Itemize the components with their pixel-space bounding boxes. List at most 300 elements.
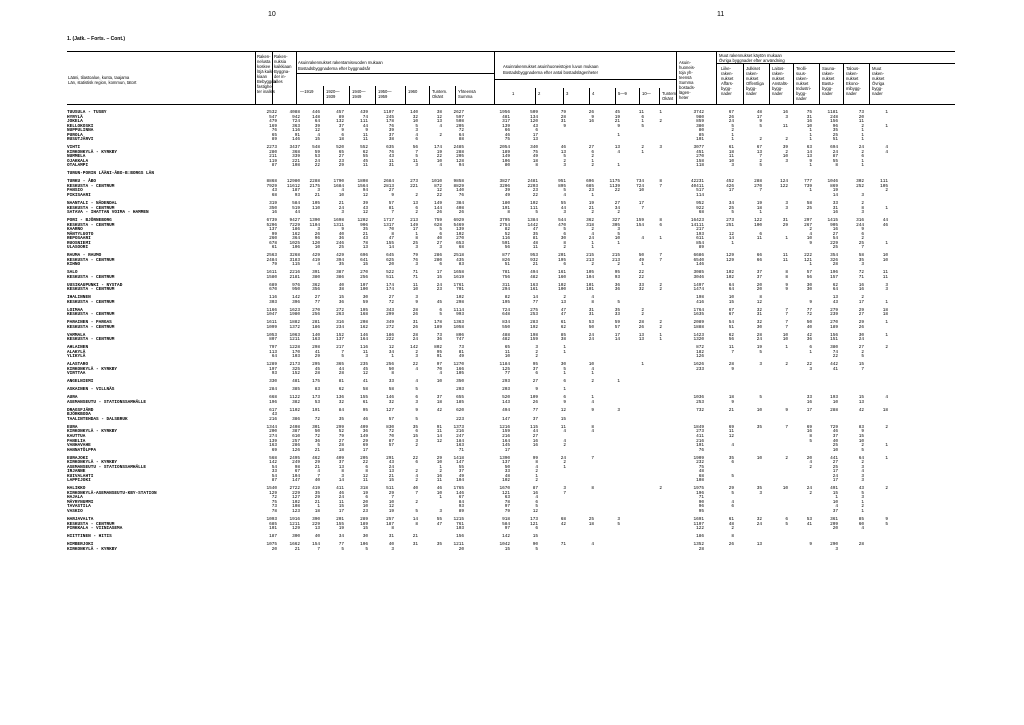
cell-value: 7: [861, 366, 864, 372]
cell-value: 2722: [289, 486, 300, 492]
cell-value: 149: [360, 433, 368, 439]
cell-value: 51: [504, 262, 510, 268]
cell-value: 1: [591, 395, 594, 401]
row-label: PORI - BJÖRNEBORG: [67, 218, 112, 223]
cell-value: 46: [362, 416, 368, 422]
cell-value: 27: [832, 460, 838, 466]
cell-value: 119: [269, 158, 277, 164]
cell-value: 84: [458, 499, 464, 505]
cell-value: 4: [835, 504, 838, 510]
cell-value: 362: [312, 282, 320, 288]
cell-value: 77: [504, 371, 510, 377]
cell-value: 64: [832, 287, 838, 293]
cell-value: 3: [415, 245, 418, 251]
cell-value: 1215: [453, 516, 464, 522]
cell-value: 1611: [266, 320, 277, 326]
cell-value: 53: [314, 399, 320, 405]
cell-value: 6: [591, 149, 594, 155]
cell-value: 98: [294, 464, 300, 470]
cell-value: 1166: [266, 307, 277, 313]
cell-value: 1352: [693, 541, 704, 547]
cell-value: 10: [832, 447, 838, 453]
cell-value: 5: [563, 366, 566, 372]
cell-value: 895: [558, 183, 566, 189]
cell-value: 91: [436, 424, 442, 430]
col-divider: [323, 86, 324, 104]
cell-value: 19: [588, 200, 594, 206]
cell-value: 85: [858, 516, 864, 522]
cell-value: 142: [410, 345, 418, 351]
flats-header-2: 2: [538, 91, 541, 96]
cell-value: 488: [502, 332, 510, 338]
cell-value: 244: [856, 222, 864, 228]
cell-value: 48: [532, 240, 538, 246]
cell-value: 380: [830, 345, 838, 351]
row-label: KESKUSTA - CENTRUM: [67, 222, 115, 228]
table-row: [67, 138, 955, 143]
cell-value: 4: [563, 429, 566, 435]
cell-value: 76: [388, 123, 394, 129]
cell-value: 3: [759, 362, 762, 368]
cell-value: 169: [269, 123, 277, 129]
col-divider: [375, 86, 376, 104]
cell-value: 29: [728, 486, 734, 492]
cell-value: 508: [456, 119, 464, 125]
cell-value: 3: [617, 516, 620, 522]
cell-value: 201: [558, 253, 566, 259]
cell-value: 28: [338, 443, 344, 449]
col-dwelling-total: Asuin- huoneis- toja yh- teensä Summa bostads- lägen- heter: [679, 60, 696, 100]
cell-value: 3: [439, 245, 442, 251]
cell-value: 21: [362, 231, 368, 237]
cell-value: 49: [458, 354, 464, 360]
cell-value: 91: [436, 354, 442, 360]
cell-value: 1107: [693, 521, 704, 527]
cell-value: 198: [530, 332, 538, 338]
cell-value: 4088: [289, 110, 300, 115]
col-divider: [563, 88, 564, 104]
cell-value: 5: [535, 504, 538, 510]
cell-value: 3437: [289, 145, 300, 151]
cell-value: 318: [360, 486, 368, 492]
cell-value: 104: [292, 473, 300, 479]
cell-value: 2684: [383, 179, 394, 185]
cell-value: 1: [591, 245, 594, 251]
cell-value: 27: [436, 240, 442, 246]
cell-value: 197: [269, 366, 277, 372]
cell-value: 387: [292, 429, 300, 435]
cell-value: 5: [317, 443, 320, 449]
cell-value: 354: [830, 253, 838, 259]
cell-value: 6: [659, 222, 662, 228]
cell-value: 78: [504, 499, 510, 505]
cell-value: 104: [456, 478, 464, 484]
cell-value: 229: [830, 240, 838, 246]
cell-value: 3: [341, 473, 344, 479]
cell-value: 1211: [289, 521, 300, 527]
cell-value: 6: [785, 516, 788, 522]
cell-value: 5: [731, 123, 734, 129]
cell-value: 51: [832, 137, 838, 143]
cell-value: 97: [436, 362, 442, 368]
cell-value: 168: [360, 312, 368, 318]
cell-value: 5: [731, 473, 734, 479]
cell-value: 270: [360, 270, 368, 276]
cell-value: 16: [806, 119, 812, 125]
cell-value: 905: [830, 222, 838, 228]
cell-value: 5: [439, 227, 442, 233]
cell-value: 3: [415, 354, 418, 360]
cell-value: 75: [806, 110, 812, 115]
cell-value: 442: [830, 362, 838, 368]
cell-value: 7: [731, 349, 734, 355]
cell-value: 1211: [289, 337, 300, 343]
cell-value: 1: [785, 345, 788, 351]
cell-value: 6: [415, 137, 418, 143]
cell-value: 29: [362, 438, 368, 444]
cell-value: 9: [861, 227, 864, 233]
cell-value: 151: [830, 337, 838, 343]
cell-value: 15: [436, 274, 442, 280]
cell-value: 19: [338, 526, 344, 532]
cell-value: 13: [832, 295, 838, 301]
cell-value: 149: [434, 200, 442, 206]
cell-value: 62: [338, 387, 344, 393]
cell-value: 25: [832, 245, 838, 251]
cell-value: 38: [436, 110, 442, 115]
cell-value: 31: [756, 312, 762, 318]
cell-value: 10: [388, 499, 394, 505]
cell-value: 1390: [499, 455, 510, 461]
cell-value: 16: [858, 282, 864, 288]
cell-value: 1311: [333, 222, 344, 228]
row-label: KIRKONKYLÄ - KYRKBY: [67, 546, 118, 552]
cell-value: 30: [806, 287, 812, 293]
cell-value: 20: [806, 455, 812, 461]
cell-value: 12: [728, 231, 734, 237]
group-flats-fi: Asuinrakennukset asuinhuoneistojen luvun mukaan: [503, 64, 599, 69]
cell-value: 734: [636, 179, 644, 185]
cell-value: 2: [535, 354, 538, 360]
cell-value: 256: [386, 362, 394, 368]
cell-value: 17: [638, 200, 644, 206]
cell-value: 6: [415, 395, 418, 401]
row-label: PANELIA: [67, 438, 86, 444]
row-label: VASKIO: [67, 509, 83, 514]
data-table: [67, 111, 955, 721]
row-label: NUPPULINNA: [67, 128, 94, 134]
cell-value: 27: [388, 188, 394, 194]
cell-value: 7: [861, 245, 864, 251]
cell-value: 6: [439, 231, 442, 237]
cell-value: 24: [728, 119, 734, 125]
cell-value: 12: [362, 371, 368, 377]
cell-value: 148: [312, 114, 320, 120]
row-label: HAJALA: [67, 495, 83, 501]
cell-value: 339: [292, 154, 300, 160]
cell-value: 192: [530, 324, 538, 330]
cell-value: 1216: [499, 424, 510, 430]
cell-value: 279: [830, 307, 838, 313]
col-divider: [349, 86, 350, 104]
cell-value: 40: [388, 541, 394, 547]
cell-value: 87: [388, 438, 394, 444]
cell-value: 76: [412, 257, 418, 263]
cell-value: 26: [728, 541, 734, 547]
cell-value: 23: [532, 188, 538, 194]
year-header-7: Yhteensä Summa: [458, 89, 476, 99]
cell-value: 87: [271, 163, 277, 169]
cell-value: 275: [530, 307, 538, 313]
cell-value: 25: [412, 240, 418, 246]
cell-value: 4: [415, 473, 418, 479]
cell-value: 5: [341, 354, 344, 360]
cell-value: 283: [530, 320, 538, 326]
cell-value: 94: [458, 163, 464, 169]
cell-value: 1: [885, 240, 888, 246]
cell-value: 270: [754, 183, 762, 189]
cell-value: 481: [292, 379, 300, 385]
cell-value: 109: [530, 395, 538, 401]
cell-value: 55: [436, 516, 442, 522]
col-divider: [793, 63, 794, 104]
cell-value: 140: [312, 332, 320, 338]
cell-value: 293: [502, 379, 510, 385]
cell-value: 41: [362, 379, 368, 385]
cell-value: 5: [535, 210, 538, 216]
cell-value: 316: [336, 320, 344, 326]
cell-value: 3: [785, 200, 788, 206]
cell-value: 196: [696, 490, 704, 496]
cell-value: 17: [436, 270, 442, 276]
cell-value: 97: [504, 504, 510, 510]
cell-value: 43: [388, 154, 394, 160]
cell-value: 12: [560, 407, 566, 413]
row-label: KESKUSTA - CENTRUM: [67, 521, 115, 527]
cell-value: 1916: [289, 516, 300, 522]
cell-value: 1: [617, 132, 620, 138]
cell-value: 2: [861, 504, 864, 510]
cell-value: 36: [806, 337, 812, 343]
cell-value: 24: [832, 149, 838, 155]
cell-value: 2: [591, 210, 594, 216]
cell-value: 110: [312, 205, 320, 211]
cell-value: 48: [728, 521, 734, 527]
cell-value: 72: [388, 299, 394, 305]
cell-value: 2: [759, 137, 762, 143]
cell-value: 4: [535, 464, 538, 470]
row-label: VIRTTAA: [67, 371, 86, 377]
cell-value: 32: [756, 516, 762, 522]
cell-value: 88: [458, 137, 464, 143]
cell-value: 19: [362, 490, 368, 496]
cell-value: 16: [782, 110, 788, 115]
cell-value: 1698: [333, 218, 344, 223]
cell-value: 10: [858, 438, 864, 444]
cell-value: 364: [292, 236, 300, 242]
cell-value: 9: [563, 123, 566, 129]
cell-value: 11: [882, 270, 888, 276]
cell-value: 11: [362, 137, 368, 143]
col-divider: [296, 52, 297, 105]
cell-value: 58: [388, 387, 394, 393]
cell-value: 83: [858, 424, 864, 430]
cell-value: 87: [832, 154, 838, 160]
cell-value: 20: [458, 546, 464, 552]
cell-value: 61: [362, 399, 368, 405]
cell-value: 142: [502, 534, 510, 539]
cell-value: 1888: [693, 324, 704, 330]
cell-value: 27: [832, 231, 838, 237]
cell-value: 56: [504, 245, 510, 251]
cell-value: 127: [292, 495, 300, 501]
cell-value: 23: [362, 509, 368, 514]
cell-value: 14: [388, 245, 394, 251]
cell-value: 173: [530, 516, 538, 522]
cell-value: 75: [504, 137, 510, 143]
cell-value: 1344: [266, 424, 277, 430]
cell-value: 298: [312, 345, 320, 351]
cell-value: 16: [858, 287, 864, 293]
cell-value: 9: [341, 227, 344, 233]
cell-value: 71: [412, 270, 418, 276]
cell-value: 106: [360, 541, 368, 547]
cell-value: 10: [638, 188, 644, 194]
cell-value: 3: [563, 486, 566, 492]
cell-value: 1: [885, 332, 888, 338]
cell-value: 100: [360, 287, 368, 293]
cell-value: 2518: [453, 253, 464, 259]
cell-value: 257: [386, 516, 394, 522]
cell-value: 146: [360, 332, 368, 338]
cell-value: 155: [336, 521, 344, 527]
cell-value: 3268: [289, 253, 300, 259]
cell-value: 1289: [266, 362, 277, 368]
cell-value: 40: [436, 236, 442, 242]
cell-value: 108: [696, 478, 704, 484]
cell-value: 26: [532, 399, 538, 405]
cell-value: 1: [617, 163, 620, 169]
cell-value: 96: [698, 504, 704, 510]
cell-value: 63: [806, 145, 812, 151]
cell-value: 429: [336, 253, 344, 259]
cell-value: 229: [312, 521, 320, 527]
cell-value: 35: [532, 231, 538, 237]
cell-value: 1390: [309, 218, 320, 223]
cell-value: 73: [436, 332, 442, 338]
cell-value: 6: [341, 132, 344, 138]
table-row: [67, 194, 955, 199]
cell-value: 1849: [693, 424, 704, 430]
region-label: Lääni, tilastoalue, kunta, taajama Län, statistisk region, kommun, tätort: [68, 75, 137, 85]
cell-value: 1063: [289, 332, 300, 338]
cell-value: 33: [504, 469, 510, 475]
cell-value: 2: [861, 295, 864, 301]
cell-value: 274: [269, 433, 277, 439]
cell-value: 45: [614, 110, 620, 115]
cell-value: 3: [861, 193, 864, 198]
cell-value: 35: [756, 486, 762, 492]
row-label: HIITTINEN - HITIS: [67, 534, 112, 539]
row-label: MÄYRYNUMMI: [67, 499, 94, 505]
cell-value: 37: [532, 416, 538, 422]
cell-value: 44: [532, 429, 538, 435]
cell-value: 10: [436, 158, 442, 164]
cell-value: 362: [586, 218, 594, 223]
cell-value: 1: [809, 262, 812, 268]
cell-value: 11: [858, 119, 864, 125]
cell-value: 6686: [693, 253, 704, 259]
cell-value: 129: [292, 526, 300, 532]
table-row: [67, 246, 955, 251]
cell-value: 12: [362, 210, 368, 216]
cell-value: 3: [439, 509, 442, 514]
cell-value: 44: [294, 210, 300, 216]
cell-value: 2: [563, 158, 566, 164]
year-header-1: —1919: [300, 89, 314, 94]
cell-value: 99: [532, 455, 538, 461]
row-label: KESKUSTA - CENTRUM: [67, 257, 115, 263]
cell-value: 93: [294, 193, 300, 198]
cell-value: 1: [641, 362, 644, 368]
cell-value: 118: [696, 163, 704, 169]
cell-value: 1139: [609, 183, 620, 189]
cell-value: 43: [362, 236, 368, 242]
cell-value: 50: [504, 464, 510, 470]
cell-value: 170: [292, 349, 300, 355]
cell-value: 140: [456, 188, 464, 194]
group-use-fi: Muut rakennukset käytön mukaan: [719, 53, 782, 58]
cell-value: 325: [292, 366, 300, 372]
cell-value: 13: [756, 541, 762, 547]
cell-value: 50: [314, 429, 320, 435]
cell-value: 102: [292, 499, 300, 505]
cell-value: 267: [804, 222, 812, 228]
cell-value: 14111: [690, 222, 704, 228]
cell-value: 386: [336, 274, 344, 280]
cell-value: 95: [436, 349, 442, 355]
cell-value: 1: [731, 132, 734, 138]
cell-value: 164: [360, 337, 368, 343]
cell-value: 143: [502, 399, 510, 405]
cell-value: 103: [292, 354, 300, 360]
cell-value: 54: [728, 320, 734, 326]
cell-value: 12: [388, 504, 394, 510]
cell-value: 102: [726, 274, 734, 280]
cell-value: 34: [338, 534, 344, 539]
cell-value: 6: [365, 464, 368, 470]
cell-value: 208: [360, 320, 368, 326]
row-label: EURAJOKI: [67, 455, 89, 461]
cell-value: 361: [830, 516, 838, 522]
cell-value: 189: [360, 521, 368, 527]
cell-value: 16: [532, 490, 538, 496]
cell-value: 257: [292, 438, 300, 444]
cell-value: 10: [436, 379, 442, 385]
cell-value: 24: [314, 158, 320, 164]
cell-value: 162: [292, 231, 300, 237]
cell-value: 15: [338, 504, 344, 510]
row-label: KESKUSTA - CENTRUM: [67, 299, 115, 305]
cell-value: 196: [269, 399, 277, 405]
cell-value: 28: [858, 541, 864, 547]
cell-value: 548: [312, 145, 320, 151]
cell-value: 79: [271, 262, 277, 268]
cell-value: 256: [360, 274, 368, 280]
cell-value: 2: [861, 349, 864, 355]
cell-value: 7: [341, 349, 344, 355]
cell-value: 142: [269, 460, 277, 466]
